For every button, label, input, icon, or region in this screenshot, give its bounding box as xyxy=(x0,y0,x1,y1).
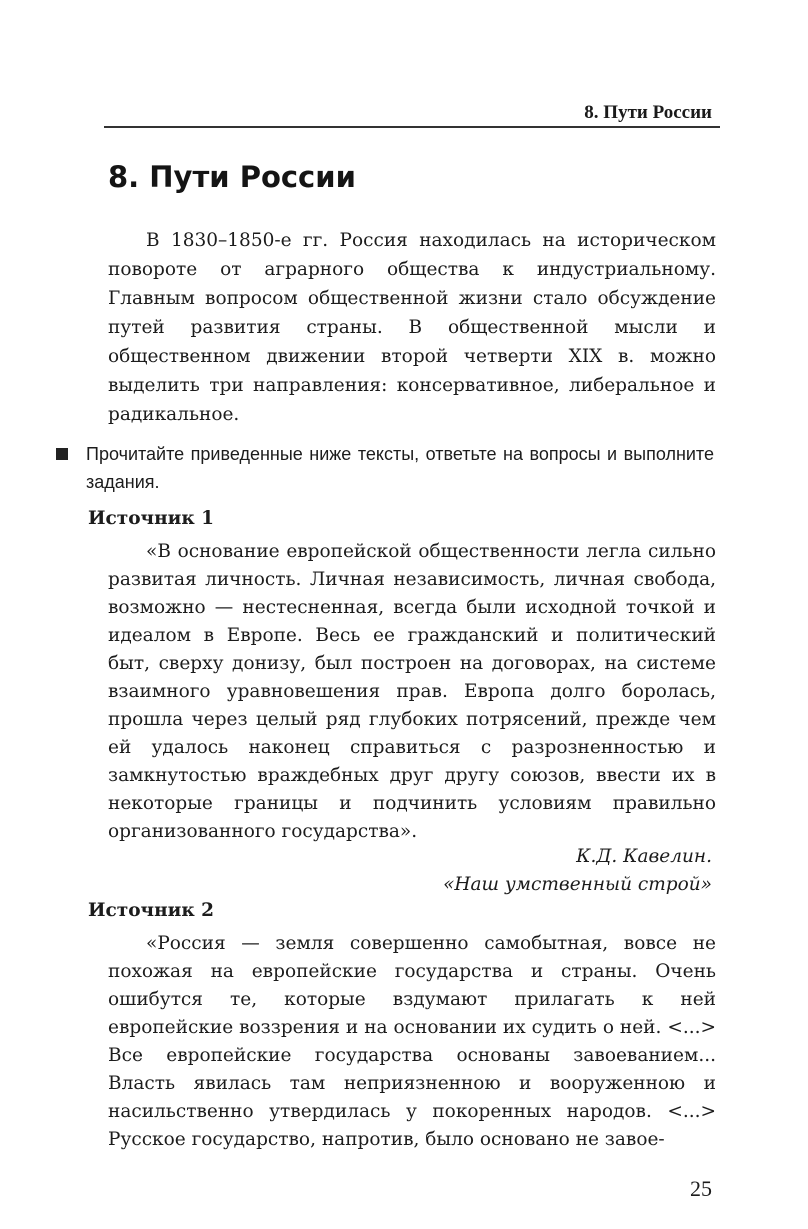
running-head: 8. Пути России xyxy=(584,102,712,123)
source-2-quote: «Россия — земля совершенно самобытная, вовсе не похожая на европейские государства и страны. Очень ошибутся те, которые вздумают прилагать к ней европейские воззрения и на основании их судить о ней. <...> Все европейские государства основаны завоеванием... Власть явилась там неприязненною и вооруженною и насильственно утвердилась у покоренных народов. <...> Русское государство, напротив, было основано не завое- xyxy=(108,933,716,1150)
source-1-heading: Источник 1 xyxy=(88,508,215,529)
page-number: 25 xyxy=(690,1176,712,1201)
header-rule xyxy=(104,126,720,128)
task-instructions: Прочитайте приведенные ниже тексты, ответьте на вопросы и выполните задания. xyxy=(86,444,714,492)
source-2-heading: Источник 2 xyxy=(88,900,215,921)
intro-paragraph: В 1830–1850-е гг. Россия находилась на историческом повороте от аграрного общества к индустриальному. Главным вопросом общественной жизни стало обсуждение путей развития страны. В общественной мысли и общественном движении второй четверти XIX в. можно выделить три направления: консервативное, либеральное и радикальное. xyxy=(108,230,716,425)
task-square-icon xyxy=(56,448,68,460)
source-1-quote: «В основание европейской общественности легла сильно развитая личность. Личная независимость, личная свобода, возможно — нестесненная, всегда были исходной точкой и идеалом в Европе. Весь ее гражданский и политический быт, сверху донизу, был построен на договорах, на системе взаимного уравновешения прав. Европа долго боролась, прошла через целый ряд глубоких потрясений, прежде чем ей удалось наконец справиться с разрозненностью и замкнутостью враждебных друг другу союзов, ввести их в некоторые границы и подчинить условиям правильно организованного государства». xyxy=(108,541,716,842)
source-1-author: К.Д. Кавелин. xyxy=(576,846,712,867)
source-1-work-title: «Наш умственный строй» xyxy=(443,874,712,895)
chapter-title: 8. Пути России xyxy=(108,160,356,194)
